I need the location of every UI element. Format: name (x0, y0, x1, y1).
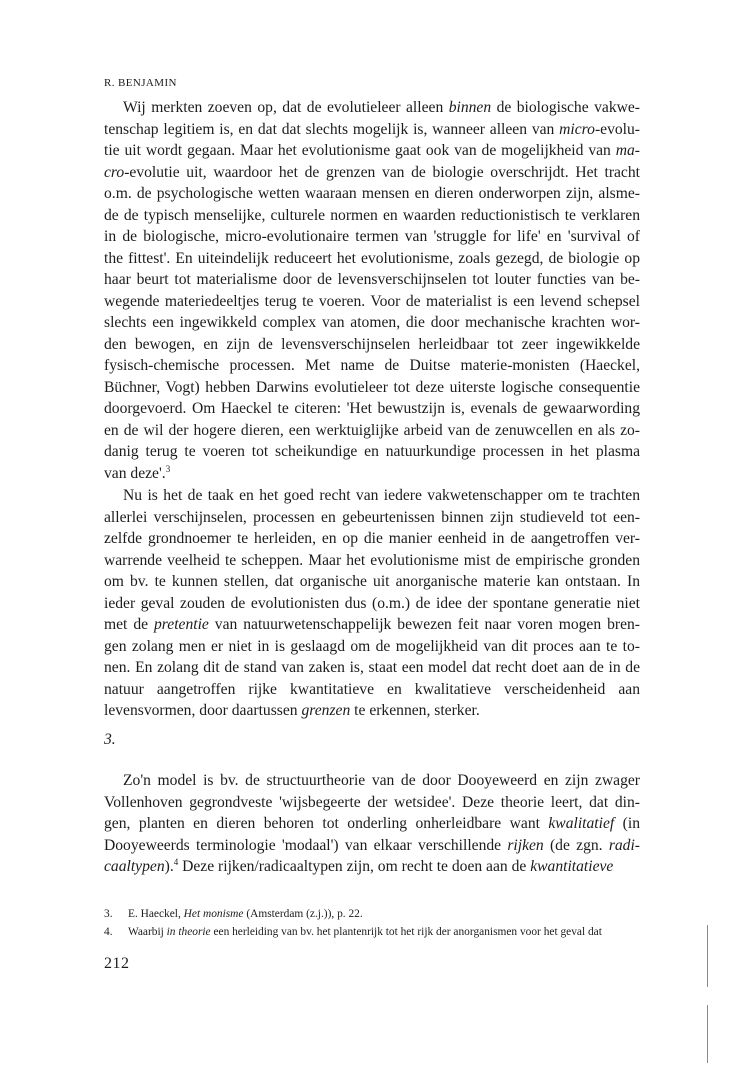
italic-term: pretentie (154, 616, 209, 633)
italic-term: rijken (507, 836, 544, 854)
text-line (104, 441, 640, 463)
text-run: Zo'n model is bv. de structuurtheorie van de door Dooyeweerd en zijn zwager (123, 772, 640, 789)
text-run: fysisch-chemische processen. Met name de Duitse materie-monisten (Haeckel, (104, 357, 640, 374)
text-line (104, 550, 640, 572)
text-line (104, 463, 640, 485)
section-number: 3. (104, 731, 116, 748)
text-run: Deze rijken/radicaaltypen zijn, om recht te doen aan de (178, 858, 531, 875)
text-run: tenschap legitiem is, en dat dat slechts mogelijk is, wanneer alleen van (104, 120, 560, 138)
footnote-number: 3. (104, 908, 113, 920)
text-run: om bv. te kunnen stellen, dat organische uit anorganische materie kan ontstaan. In (104, 573, 640, 590)
footnote-ref: 4 (173, 857, 179, 867)
text-run: met de (104, 616, 154, 633)
italic-term: radi- (608, 836, 640, 854)
margin-rule (707, 925, 708, 987)
text-run: -evolutie uit, waardoor het de grenzen van de biologie overschrijdt. Het tracht (124, 163, 640, 181)
italic-term: Het monisme (183, 908, 244, 920)
text-line (104, 813, 640, 835)
text-line (104, 571, 640, 593)
text-run: den bewogen, en zijn de levensverschijnselen herleidbaar tot zeer ingewikkelde (104, 335, 640, 353)
text-line (104, 770, 640, 792)
running-head: R. BENJAMIN (104, 77, 177, 89)
text-run: Büchner, Vogt) hebben Darwins evolutieleer tot deze uiterste logische consequentie (104, 378, 640, 396)
italic-term: kwantitatieve (530, 858, 614, 875)
text-line (104, 657, 640, 679)
footnote-ref: 3 (165, 463, 171, 474)
italic-term: grenzen (301, 702, 351, 719)
italic-term: kwalitatief (548, 815, 615, 832)
text-run: in de biologische, micro-evolutionaire termen van 'struggle for life' en 'survival of (104, 228, 640, 245)
text-run: te erkennen, sterker. (350, 702, 480, 719)
text-run: ). (164, 858, 174, 875)
text-run: van deze'. (104, 464, 166, 482)
text-run: gen zolang men er niet in is geslaagd om de mogelijkheid van dit proces aan te to- (104, 637, 640, 655)
text-run: en de wil der hogere dieren, een werktuiglijke arbeid van de zenuwcellen en als zo- (104, 421, 640, 439)
text-run: zelfde grondnoemer te herleiden, en op die manier eenheid in de aangetroffen ver- (104, 530, 640, 547)
text-line (104, 269, 640, 291)
text-run: natuur aangetroffen rijke kwantitatieve en kwalitatieve verscheidenheid aan (104, 680, 640, 698)
text-run: Nu is het de taak en het goed recht van iedere vakwetenschapper om te trachten (123, 487, 640, 504)
text-run: wegende materiedeeltjes terug te voeren. Voor de materialist is een levend schepsel (104, 292, 640, 310)
text-run: (Amsterdam (z.j.)), p. 22. (243, 908, 363, 920)
text-line (104, 679, 640, 701)
text-line (104, 528, 640, 550)
text-run: nen. En zolang dit de stand van zaken is, staat een model dat recht doet aan de in de (104, 659, 640, 676)
body-paragraph-3 (104, 770, 640, 878)
text-line (104, 312, 640, 334)
text-line (104, 636, 640, 658)
footnotes (104, 905, 640, 941)
text-run: o.m. de psychologische wetten waaraan mensen en dieren onderworpen zijn, alsme- (104, 185, 640, 202)
page-number: 212 (104, 955, 130, 972)
footnote (104, 905, 640, 923)
text-line (104, 140, 640, 162)
text-run: tie uit wordt gegaan. Maar het evolutionisme gaat ook van de mogelijkheid van (104, 142, 616, 159)
text-run: the fittest'. En uiteindelijk reduceert het evolutionisme, zoals gezegd, de biologie op (104, 249, 640, 267)
body-paragraph-2 (104, 485, 640, 722)
text-run: Waarbij (128, 926, 167, 938)
text-run: Wij merkten zoeven op, dat de evolutieleer alleen (123, 99, 449, 116)
text-line (104, 291, 640, 313)
margin-rule (707, 1005, 708, 1063)
text-line (104, 835, 640, 857)
text-line (104, 593, 640, 615)
text-run: Vollenhoven gegrondveste 'wijsbegeerte der wetsidee'. Deze theorie leert, dat din- (104, 793, 640, 811)
text-run: danig terug te voeren tot scheikundige en natuurkundige processen in het plasma (104, 443, 640, 460)
text-run: warrende veelheid te scheppen. Maar het evolutionisme mist de empirische gronden (104, 551, 640, 569)
text-line (104, 377, 640, 399)
body-paragraph-1 (104, 97, 640, 484)
text-run: (in (614, 815, 640, 832)
text-line (104, 334, 640, 356)
footnote (104, 923, 640, 941)
text-line (104, 700, 640, 722)
text-line (104, 97, 640, 119)
text-run: van natuurwetenschappelijk bewezen feit naar voren mogen bren- (208, 616, 640, 633)
text-run: (de zgn. (543, 836, 609, 854)
text-line (104, 485, 640, 507)
text-run: haar beurt tot materialisme door de levensverschijnselen tot louter functies van be- (104, 271, 640, 288)
text-run: E. Haeckel, (128, 908, 184, 920)
text-line (104, 355, 640, 377)
text-run: gen, planten en dieren behoren tot onderling onherleidbare want (104, 815, 549, 832)
italic-term: micro (559, 120, 595, 138)
text-line (104, 614, 640, 636)
text-run: levensvormen, door daartussen (104, 702, 302, 719)
text-line (104, 398, 640, 420)
text-line (104, 162, 640, 184)
text-line (104, 856, 640, 878)
text-run: slechts een ingewikkeld complex van atomen, die door mechanische krachten wor- (104, 314, 640, 331)
italic-term: cro (104, 163, 125, 181)
text-line (104, 183, 640, 205)
text-run: Dooyeweerds terminologie 'modaal') van elkaar verschillende (104, 836, 508, 854)
text-run: allerlei verschijnselen, processen en gebeurtenissen binnen zijn studieveld tot een- (104, 508, 640, 526)
text-line (104, 420, 640, 442)
text-run: ieder geval zouden de evolutionisten dus (o.m.) de idee der spontane generatie niet (104, 594, 640, 612)
text-line (104, 507, 640, 529)
text-run: -evolu- (594, 120, 640, 138)
text-run: een herleiding van bv. het plantenrijk tot het rijk der anorganismen voor het geval dat (210, 926, 602, 938)
text-line (104, 205, 640, 227)
italic-term: binnen (448, 99, 492, 116)
text-run: de biologische vakwe- (491, 99, 640, 116)
italic-term: in theorie (166, 926, 211, 938)
text-line (104, 226, 640, 248)
italic-term: ma- (615, 142, 640, 159)
italic-term: caaltypen (104, 858, 165, 875)
footnote-number: 4. (104, 926, 113, 938)
text-line (104, 119, 640, 141)
text-run: doorgevoerd. Om Haeckel te citeren: 'Het bewustzijn is, evenals de gewaarwording (104, 400, 640, 417)
text-run: de de typisch menselijke, culturele normen en waarden reductionistisch te verklaren (104, 206, 640, 224)
text-line (104, 248, 640, 270)
text-line (104, 792, 640, 814)
